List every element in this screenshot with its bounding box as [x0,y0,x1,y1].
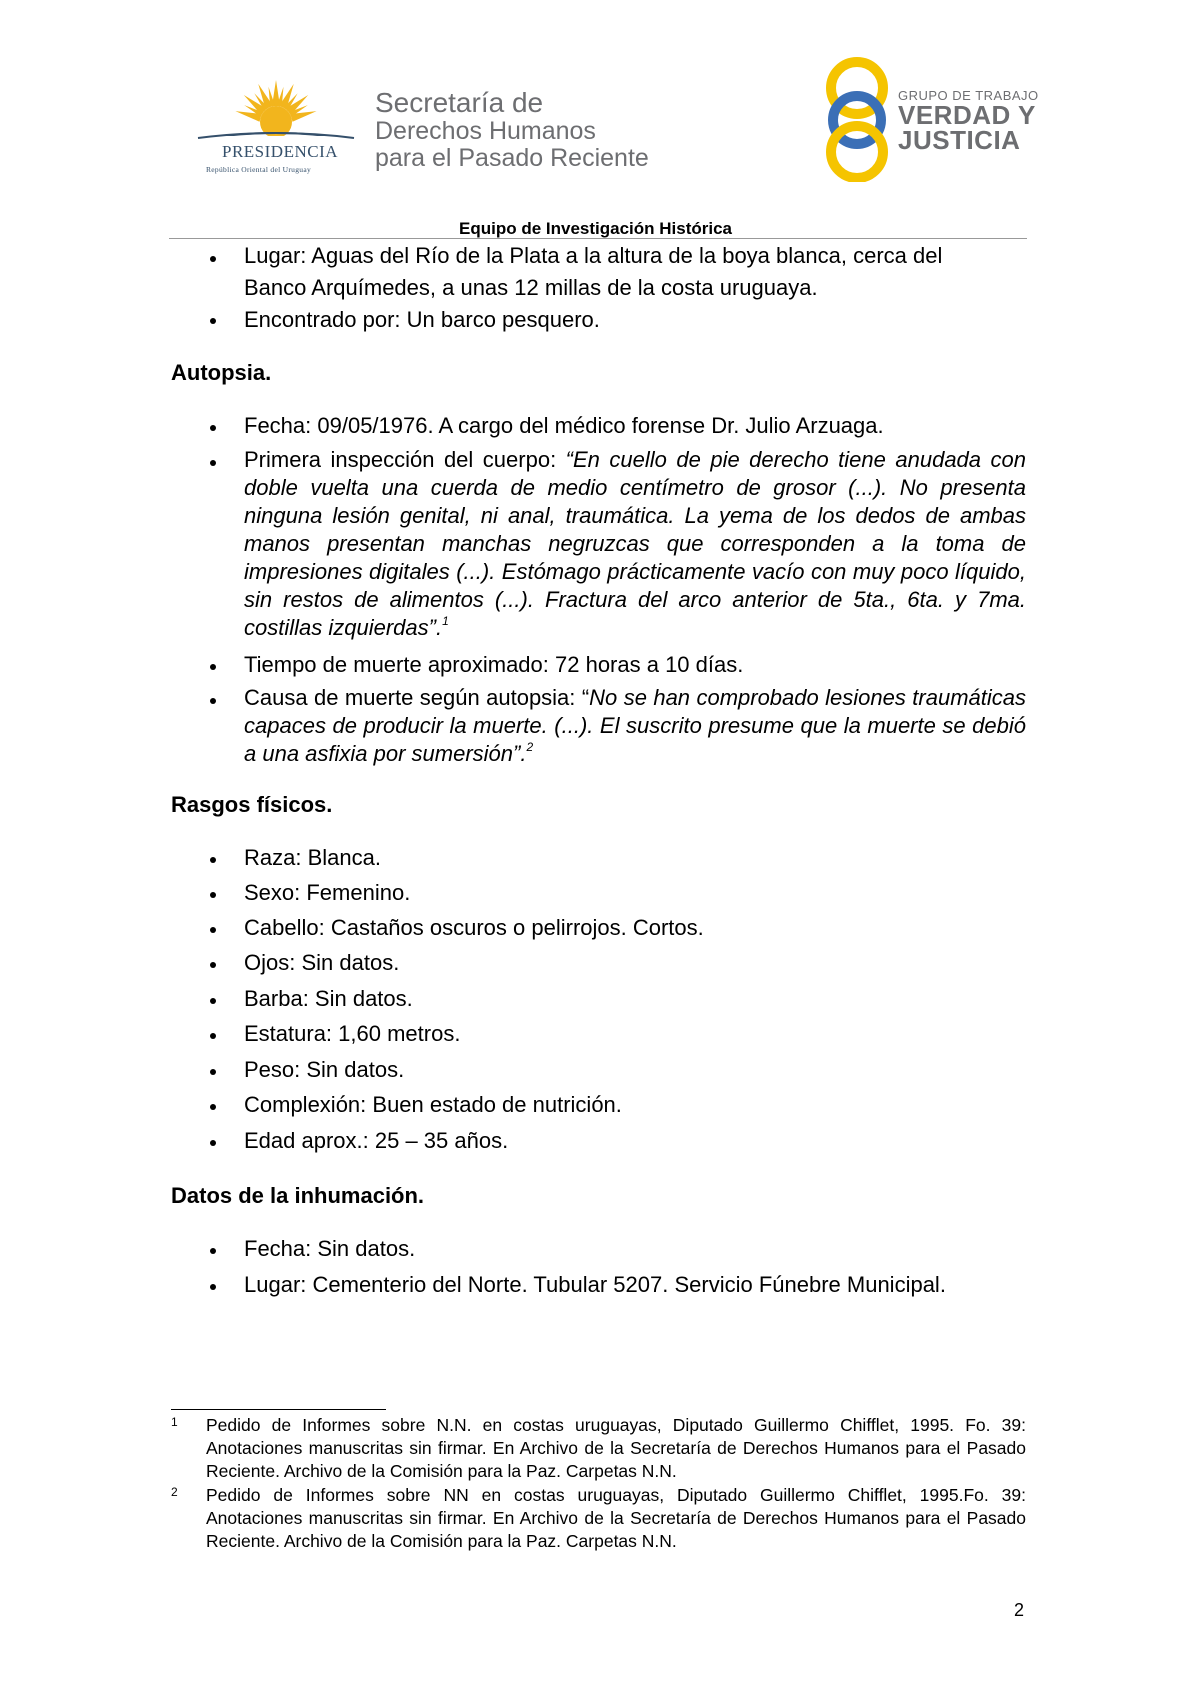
footnote-ref-2[interactable]: 2 [526,739,534,754]
tiempo-muerte-item: Tiempo de muerte aproximado: 72 horas a 10 días. [244,652,744,677]
footnote-divider [171,1409,386,1410]
footnote-number: 1 [171,1415,178,1429]
bullet-icon [208,892,218,902]
autopsia-fecha: Fecha: 09/05/1976. A cargo del médico forense Dr. Julio Arzuaga. [244,413,884,438]
rasgo-item: Barba: Sin datos. [244,986,413,1011]
presidencia-logo [196,78,356,178]
gt-line-3: JUSTICIA [898,125,1021,155]
rasgo-item: Ojos: Sin datos. [244,950,400,975]
lugar-line-2: Banco Arquímedes, a unas 12 millas de la costa uruguaya. [244,275,818,300]
rasgo-item: Complexión: Buen estado de nutrición. [244,1092,622,1117]
inspeccion-label: Primera inspección del cuerpo: [244,447,566,472]
gt-line-1: GRUPO DE TRABAJO [898,88,1039,103]
gt-line-2: VERDAD Y [898,100,1036,130]
rasgo-item: Edad aprox.: 25 – 35 años. [244,1128,509,1153]
page-header [0,0,1191,238]
verdad-justicia-text [898,88,1039,153]
bullet-icon [208,1248,218,1258]
bullet-icon [208,1104,218,1114]
inhumacion-item: Fecha: Sin datos. [244,1236,416,1261]
bullet-icon [208,857,218,867]
bullet-icon [208,664,218,674]
rasgo-item: Estatura: 1,60 metros. [244,1021,461,1046]
bullet-icon [208,1140,218,1150]
inspeccion-quote: “En cuello de pie derecho tiene anudada con doble vuelta una cuerda de medio centímetro de grosor (...). No presenta ninguna lesión genital, ni anal, traumática. La yema de los dedos de ambas manos presentan manchas negruzcas que corresponden a la toma de impresiones digitales (...). Estómago prácticamente vacío con muy poco líquido, sin restos de alimentos (...). Fractura del arco anterior de 5ta., 6ta. y 7ma. costillas izquierdas”. [244,447,1026,640]
bullet-icon [208,927,218,937]
secretaria-line-3: para el Pasado Reciente [375,144,649,172]
autopsia-heading: Autopsia. [171,360,272,385]
inhumacion-heading: Datos de la inhumación. [171,1183,425,1208]
footnote-ref-1[interactable]: 1 [442,613,449,628]
header-divider [169,238,1027,239]
presidencia-text: PRESIDENCIA [222,142,339,161]
presidencia-subtitle: República Oriental del Uruguay [206,165,312,174]
footnote-number: 2 [171,1485,178,1499]
inhumacion-item: Lugar: Cementerio del Norte. Tubular 5207. Servicio Fúnebre Municipal. [244,1272,946,1297]
bullet-icon [208,1033,218,1043]
rasgo-item: Peso: Sin datos. [244,1057,405,1082]
bullet-icon [208,425,218,435]
bullet-icon [208,998,218,1008]
encontrado-item: Encontrado por: Un barco pesquero. [244,307,600,332]
bullet-icon [208,962,218,972]
sun-emblem-icon [196,78,356,148]
causa-muerte-item [244,684,1026,768]
rasgo-item: Sexo: Femenino. [244,880,411,905]
team-title: Equipo de Investigación Histórica [459,219,732,238]
verdad-justicia-rings-icon [822,56,892,182]
causa-quote: No se han comprobado lesiones traumáticas capaces de producir la muerte. (...). El suscrito presume que la muerte se debió a una asfixia por sumersión”. [244,685,1026,766]
page-number: 2 [1014,1600,1025,1620]
rasgos-heading: Rasgos físicos. [171,792,333,817]
primera-inspeccion-item [244,446,1026,642]
secretaria-line-2: Derechos Humanos [375,117,596,145]
rasgo-item: Raza: Blanca. [244,845,381,870]
secretaria-logo-text [375,88,649,172]
bullet-icon [208,318,218,328]
rasgo-item: Cabello: Castaños oscuros o pelirrojos. Cortos. [244,915,704,940]
bullet-icon [208,1069,218,1079]
bullet-icon [208,1284,218,1294]
lugar-line-1: Lugar: Aguas del Río de la Plata a la altura de la boya blanca, cerca del [244,243,943,268]
footnote-2-text: Pedido de Informes sobre NN en costas uruguayas, Diputado Guillermo Chifflet, 1995.Fo. 39: Anotaciones manuscritas sin firmar. En Archivo de la Secretaría de Derechos Humanos para el Pasado Reciente. Archivo de la Comisión para la Paz. Carpetas N.N. [206,1485,1026,1551]
causa-label: Causa de muerte según autopsia: “ [244,685,590,710]
bullet-icon [208,698,218,708]
footnote-1-text: Pedido de Informes sobre N.N. en costas uruguayas, Diputado Guillermo Chifflet, 1995. Fo. 39: Anotaciones manuscritas sin firmar. En Archivo de la Secretaría de Derechos Humanos para el Pasado Reciente. Archivo de la Comisión para la Paz. Carpetas N.N. [206,1415,1026,1481]
bullet-icon [208,256,218,266]
secretaria-line-1: Secretaría de [375,87,544,118]
bullet-icon [208,460,218,470]
